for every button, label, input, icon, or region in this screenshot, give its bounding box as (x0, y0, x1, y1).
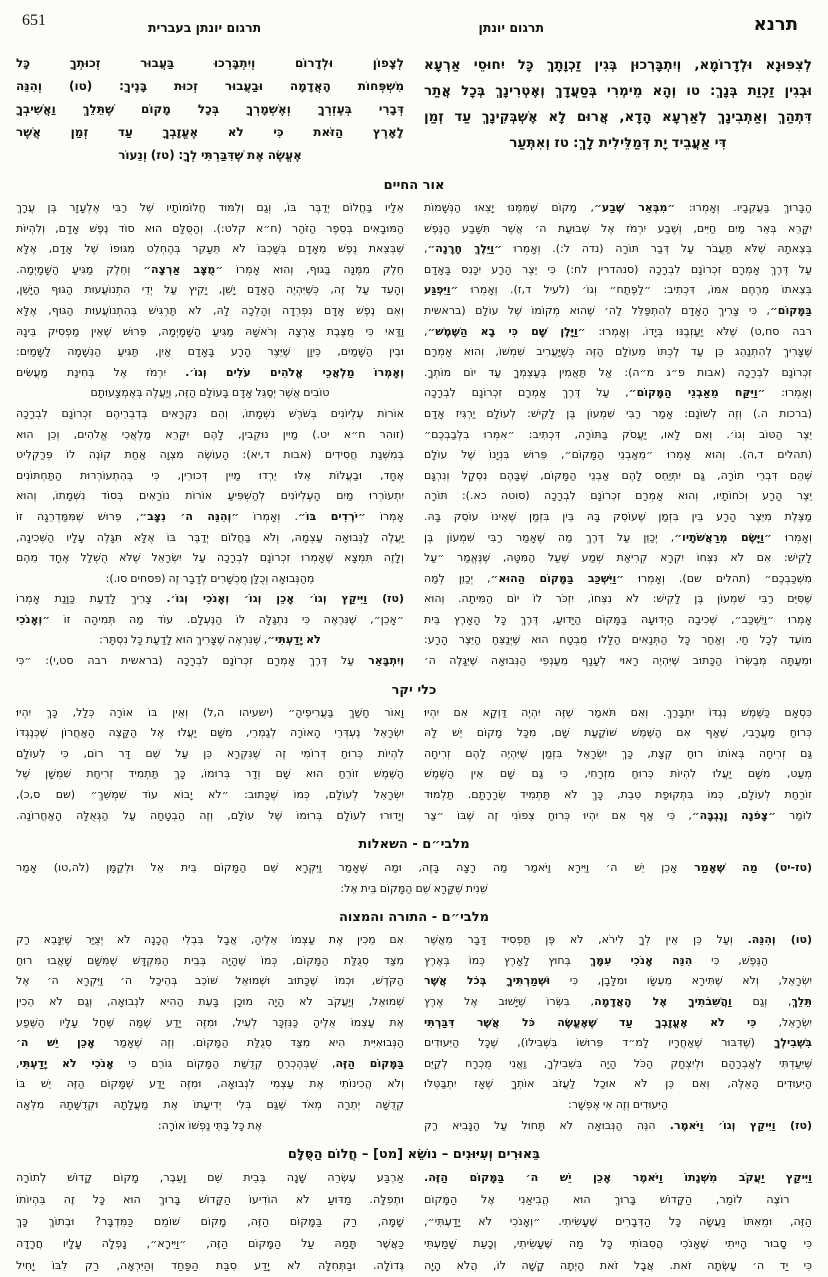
text-line: אֶת כָּל בָּתֵּי נַפְשׁוֹ אוֹרָה: (157, 1118, 263, 1132)
section-title-kli-yakar: כלי יקר (391, 682, 437, 698)
text-line: טוֹבִים אֲשֶׁר יְסַגֵּל אָדָם בָּעוֹלָם הַזֶּה, וְיַעֲלֶה בְּאֶמְצָעוּתָם (90, 386, 330, 400)
text-line: הַבָּרוּךְ בַּעֲקֵבָיו. וְאָמְרוּ: ״מִבְּאֵר שֶׁבַע״, מָקוֹם שֶׁמִּמֶּנּוּ יָצְאוּ הַנְּשָׁמוֹת (424, 201, 812, 214)
text-line: שֵׁנִית שֶׁקָּרָא שֵׁם הַמָּקוֹם בֵּית אֵל: (340, 882, 488, 896)
malbim-torah-section (16, 930, 812, 1136)
targum-yonatan-text (424, 52, 812, 167)
text-line: הַזֶּה, וּמֵאִתּוֹ נַעֲשָׂה כָּל הַדְּבָרִים שֶׁעָשִׂיתִי. ״וְאָנֹכִי לֹא יָדַעְתִּי״, (424, 1215, 812, 1229)
page-number: 651 (22, 12, 46, 29)
text-line: עַל דֶּרֶךְ אָמְרָם זִכְרוֹנָם לִבְרָכָה (סנהדרין לח:) כִּי יֵצֶר הָרָע יִכָּנֵס בָּאָדָם (424, 262, 812, 276)
text-line: כִּי יַד ה׳ עָשְׂתָה זֹאת. אֲבָל זֹאת הָיְתָה קָשָׁה לוֹ, הֲלֹא הָיָה (424, 1259, 812, 1273)
page-header (16, 6, 812, 42)
text-line: ״אָכֵן״, שֶׁנִּרְאֶה כִּי נִתְגַּלָּה לוֹ הַנֶּעְלָם. עוֹד מַה תְּמִיהָה זוֹ ״וְאָנֹכִי (16, 612, 404, 626)
text-line: אֶחָד, וּבַעֲלוֹת אֵלּוּ יֵרְדוּ מַיִין דְּכוּרִין, כִּי בְּהִתְעוֹרְרוּת הַתַּחְתּוֹנִים (16, 468, 404, 482)
text-line: הַנְּבוּאִיִּית הִיא מִצַּד סְגֻלַּת הַמָּקוֹם. וְזֶה שֶׁאָמַר אָכֵן יֵשׁ ה׳ (16, 1036, 404, 1050)
text-line: שֶׁיִּעַדְתִּי לְאַבְרָהָם וּלְיִצְחָק הַכֹּל הָיָה בִּשְׁבִילְךָ, וַאֲנִי מֻכְרָח לְקַיֵּם (424, 1056, 812, 1070)
text-line: וַדַּאי כִּי מֻצֶּבֶת אַרְצָה וְרֹאשָׁהּ מַגִּיעַ הַשָּׁמָיְמָה, פֵּרוּשׁ שֶׁאֵין מַפְסִיק בֵּינָהּ (16, 324, 404, 338)
text-line: יַעֲלֶה לַנְּבוּאָה עַצְמָהּ, וְלֹא בַּחֲלוֹם יְדַבֶּר בּוֹ אֶלָּא תִּגָּלֶה עָלָיו הַשְּׁכִינָה, (16, 530, 404, 544)
text-line: לָקִישׁ: אִם לֹא נִצְּחוֹ יִקְרָא קְרִיאַת שְׁמַע שֶׁעַל הַמִּטָּה, שֶׁנֶּאֱמַר ״עַל (424, 551, 812, 565)
beurim-left-column (16, 1167, 404, 1277)
text-line: בְּצֵאתוֹ מֵרֶחֶם אִמּוֹ, דִּכְתִיב: ״לַפֶּתַח״ וְגוֹ׳ (לעיל ד,ז). וְאָמְרוּ ״וַיִּפְגַּע (424, 283, 812, 297)
text-line: וְלֹא הֲכִינוֹתִי אֶת עַצְמִי לִנְבוּאָה, וּמִזֶּה יָדַע שֶׁמָּקוֹם הַזֶּה יֵשׁ בּוֹ (16, 1077, 404, 1091)
text-line: שָׁמָּה, רַק בַּמָּקוֹם הַזֶּה, מָקוֹם שׁוֹמֵם כַּמִּדְבָּר? וּבְתוֹךְ כָּךְ (16, 1215, 404, 1229)
text-line: (טז) וַיִּיקַץ וְגוֹ׳ אָכֵן וְגוֹ׳ וְאָנֹכִי וְגוֹ׳. צָרִיךְ לָדַעַת כַּוָּנַת אָמְרוֹ (16, 592, 404, 606)
section-title-or-hachaim: אור החיים (383, 178, 445, 193)
beurim-section (16, 1167, 812, 1277)
text-line: הַיִּעוּדִים וְזֶה אִי אֶפְשָׁר: (567, 1097, 669, 1111)
text-line: לֹא יָדַעְתִּי״, שֶׁנִּרְאֶה שֶׁצָּרִיךְ הוּא לָדַעַת כָּל נִסְתָּר: (99, 633, 321, 647)
text-line: דִּתְהַךְ וְאַתְבִינָךְ לְאַרְעָא הָדָא, אֲרוּם לָא אֶשְׁבְּקִינָךְ עַד זְמַן (424, 109, 812, 125)
text-line: כַּאֲשֶׁר תָּמַהּ עַל הַמָּקוֹם הַזֶּה, ״וַיִּירָא״, נָפְלָה עָלָיו חֲרָדָה (16, 1237, 404, 1251)
text-line: אַרְבַּע עֶשְׂרֵה שָׁנָה בְּבֵית שֵׁם וָעֵבֶר, מָקוֹם קָדוֹשׁ לְתוֹרָה (16, 1171, 404, 1185)
text-line: מוֹעֵד לְכָל חָי. וְאַחַר כָּל הַתְּנָאִים הַלָּלוּ מֻבְטָח הוּא שֶׁיְּנַצֵּחַ הַיֵּצֶר הָרָע: (424, 633, 812, 647)
targum-ivrit-column-title: תרגום יונתן בעברית (148, 20, 262, 35)
text-line: כְּרוּחַ מַעֲרָבִי, שֶׁאַף אִם הַשֶּׁמֶשׁ שׁוֹקַעַת שָׁם, מִכָּל מָקוֹם יֵשׁ לָהּ (424, 726, 812, 740)
text-line: מֵהַנְּבוּאָה וְכֻלָּן מֻכְשָׁרִים לְדָבָר זֶה (פסחים סו.): (105, 571, 315, 585)
text-line: לְצִפּוּנָא וּלְדָרוֹמָא, וְיִתְבָּרְכוּן בְּגִין זַכְוָתָךְ כָּל יִחוּסֵי אַרְעָא (424, 57, 812, 73)
text-line: וּבֵין הַשָּׁמַיִם, כֵּיוָן שֶׁיֵּצֶר הָרָע בָּאָדָם אַיִן, תַּגִּיעַ הַנְּשָׁמָה לַשָּׁמַיִם: (16, 345, 404, 359)
text-line: אָמְרוֹ ״יֹרְדִים בּוֹ״. וְאָמְרוֹ ״וְהִנֵּה ה׳ נִצָּב״, פֵּרוּשׁ שֶׁמִּמַּדְרֵגָה זוֹ (16, 509, 404, 523)
text-line: וָאוֹר חָשַׁךְ בַּעֲרִיפֶיהָ״ (ישעיהו ה,ל) וְאֵין בּוֹ אוֹרָה כְּלָל, כָּךְ יִהְיוּ (16, 705, 404, 719)
text-line: יִשְׂרָאֵל לְעוֹלָם, כְּמוֹ שֶׁכָּתוּב: ״לֹא יָבוֹא עוֹד שִׁמְשֵׁךְ״ (שם ס,כ), (16, 788, 404, 802)
text-line: שְׁמוּאֵל, וְיַעֲקֹב לֹא הָיָה מוּכָן בָּעֵת הַהִיא לִנְבוּאָה, וְגַם לֹא הֵכִין (16, 995, 404, 1008)
text-line: בְּצֵאתָהּ שֶׁלֹּא תַּעֲבֹר עַל דְּבַר תּוֹרָה (נדה ל:). וְאָמְרוּ ״וַיֵּלֶךְ חָרָנָה״, (424, 242, 812, 256)
or-hachaim-right-column (424, 198, 812, 672)
section-title-beurim: בֵּאוּרִים וְעִיּוּנִים – נוֹשֵׂא [מט] – חֲלוֹם הַסֻּלָּם (287, 1147, 541, 1163)
kli-yakar-section (16, 703, 812, 827)
text-line: יִקָּרֵא בְּאֵר מַיִם חַיִּים, וְשֶׁבַע יִרְמֹז אֶל שְׁבוּעַת ה׳ אֲשֶׁר תִּשָּׁבַע הַנֶּפֶשׁ (424, 221, 812, 235)
text-line: מִשְׁכַּבְכֶם״ (תהלים שם). וְאָמְרוּ ״וַיִּשְׁכַּב בַּמָּקוֹם הַהוּא״, יְכַוֵּן לְמַה (424, 571, 812, 585)
text-line: וְאָמְרוּ ״וַיָּשֶׂם מְרַאֲשֹׁתָיו״, יְכַוֵּן עַל דֶּרֶךְ מַה שֶּׁאָמַר רַבִּי שִׁמְעוֹן בֶּן (424, 530, 812, 544)
text-line: מְעַט, מִשָּׁם יַעֲלוּ לִהְיוֹת כְּרוּחַ מִזְרָחִי, כִּי גַּם שָׁם אֵין הַשֶּׁמֶשׁ (424, 767, 812, 781)
text-line: לְצָפוֹן וּלְדָרוֹם וְיִתְבָּרְכוּ בַּעֲבוּר זְכוּתְךָ כָּל (16, 56, 404, 70)
text-line: אֵלָיו בַּחֲלוֹם יְדַבֶּר בּוֹ, וְגַם וְלִמּוּד חֲלוֹמוֹתָיו שֶׁל רַבִּי אֶלְעָזָר בֶּן עֲרָךְ (16, 201, 404, 214)
text-line: רוֹצֶה לוֹמַר, הַקָּדוֹשׁ בָּרוּךְ הוּא הֱבִיאַנִי אֶל הַמָּקוֹם (424, 1193, 790, 1207)
text-line: (זוהר ח״א יט.) מַיִין נוּקְבִין, לָהֶם יִקָּרֵא מַלְאֲכֵי אֱלֹהִים, וְכֵן הוּא (16, 427, 404, 441)
text-line: זוֹרַחַת לְעוֹלָם, כְּמוֹ בִּתְקוּפַת טֵבֵת, כָּךְ לֹא תַּתְמִיד שְׂרָרָתָם. תַּלְמוּד (424, 788, 812, 802)
text-line: יִשְׂרָאֵל, כִּי לֹא אֶעֱזָבְךָ עַד שֶׁאֶעֱשֶׂה כֹּל אֲשֶׁר דִּבַּרְתִּי (424, 1015, 813, 1029)
text-line: כִּי סָבוּר הָיִיתִי שֶׁאָנֹכִי הֲסִבּוֹתִי כָּל מַה שֶּׁעָשִׂיתִי, וְכָעֵת שָׁמַעְתִּי (424, 1237, 812, 1251)
text-line: וּבְגִין זַכְוַת בְּנָךְ: טו וְהָא מֵימְרִי בְּסַעֲדָךְ וְאֶטְרִינָךְ בְּכָל אֲתַר (424, 83, 812, 99)
text-line: בַּמָּקוֹם הַזֶּה, שֶׁבְּהֶכְרֵחַ קְדֻשַּׁת הַמָּקוֹם גּוֹרֵם כִּי אָנֹכִי לֹא יָדַעְתִּי, (16, 1056, 404, 1070)
text-line: שֶּׁסִּיֵּם רַבִּי שִׁמְעוֹן בֶּן לָקִישׁ: לֹא נִצְּחוֹ, יִזְכֹּר לוֹ יוֹם הַמִּיתָה. וְהוּא (424, 592, 812, 606)
text-line: וְיִתְבָּאֵר עַל דֶּרֶךְ אָמְרָם זִכְרוֹנָם לִבְרָכָה (בראשית רבה סט,י): ״כִּי (16, 654, 404, 668)
text-line: וַיִּיקַץ יַעֲקֹב מִשְּׁנָתוֹ וַיֹּאמֶר אָכֵן יֵשׁ ה׳ בַּמָּקוֹם הַזֶּה. (424, 1171, 812, 1185)
text-line: קְדֻשָּׁה יְתֵרָה מְאֹד שֶׁגַּם בְּלִי יְדִיעָתוֹ אֶת מַעֲלָתָהּ וּקְדֻשָּׁתָהּ מִלְּאָה (16, 1097, 404, 1111)
text-line: (טז) וַיִּיקַץ וְגוֹ׳ וַיֹּאמֶר. הִנֵּה הַנְּבוּאָה לֹא תָּחוּל עַל הַנָּבִיא רַק (424, 1118, 812, 1132)
text-line: דְּבָרִי בְּעֶזְרְךָ וְאֶשְׁמָרְךָ בְּכָל מָקוֹם שֶׁתֵּלֵךְ וַאֲשִׁיבְךָ (16, 102, 404, 116)
text-line: לָאָרֶץ הַזֹּאת כִּי לֹא אֶעֱזָבְךָ עַד זְמַן אֲשֶׁר (16, 125, 404, 139)
malbim-torah-left-column (16, 930, 404, 1136)
text-line: חֵלֶק מִמֶּנָּה בַּגּוּף, וְהוּא אָמְרוֹ ״מֻצָּב אַרְצָה״ וְחֵלֶק מַגִּיעַ הַשָּׁמָיְמָה. (16, 262, 404, 276)
text-line: וְאָמְרוּ: ״וַיִּקַּח מֵאַבְנֵי הַמָּקוֹם״, עַל דֶּרֶךְ אָמְרָם זִכְרוֹנָם לִבְרָכָה (424, 386, 812, 400)
text-line: הַמּוּבָאִים בְּסֵפֶר הַזֹּהַר (ח״א קלט:). וְהַסֻּלָּם הוּא סוֹד נֶפֶשׁ אָדָם, וְלִהְיוֹת (16, 221, 404, 235)
text-line: וּמֵעַתָּה מְבַשְּׂרוֹ הַכָּתוּב שֶׁיִּהְיֶה רָאוּי לְעָנָף מֵעַנְפֵי הַנְּבוּאָה שֶׁיִּגָּלֶה ה׳ (424, 654, 812, 668)
text-line: שֶׁהֵם דִּבְרֵי תוֹרָה, גַּם יִתְיַחֵס לָהֶם אַבְנֵי הַמָּקוֹם, שֶׁבָּהֶם נִסְקָל וְנִרְגָּם (424, 468, 812, 482)
text-line: וְיָדוּרוּ לְעוֹלָם בְּרוּמוֹ שֶׁל עוֹלָם, וְזֶה הַבְטָחָה עַל הַגְּאֻלָּה הָאַחֲרוֹנָה. (16, 808, 404, 822)
text-line: יֵצֶר הַטּוֹב וְגוֹ׳. וְאִם לָאו, יַעֲסֹק בַּתּוֹרָה, דִּכְתִיב: ״אִמְרוּ בִלְבַבְכֶם״ (424, 427, 812, 441)
text-line: (תהלים ד,ה). וְהוּא אָמְרוּ ״מֵאַבְנֵי הַמָּקוֹם״, פֵּרוּשׁ בִּנְיָנוֹ שֶׁל עוֹלָם (424, 448, 812, 462)
text-line: יֵצֶר הָרָע וְכֹחוֹתָיו, וְהוּא אָמְרָם זִכְרוֹנָם לִבְרָכָה (סוטה כא.): תּוֹרָה (424, 489, 812, 503)
text-line: בִּשְׁבִילְךָ (שֶׁדִּבּוּר שֶׁאַחֲרָיו לָמ״ד פֵּרוּשׁוֹ בִּשְׁבִילוֹ), שֶׁכָּל הַיִּעוּדִים (424, 1036, 812, 1050)
text-line: וְהָעֵד עַל זֶה, כְּשֶׁיִּהְיֶה הָאָדָם יָשֵׁן, יָקִיץ עַל יְדֵי הִתְנוֹעֲעוּת הַגּוּף הַיָּשֵׁן, (16, 283, 404, 297)
section-title-malbim-torah: מלבי״ם - התורה והמצוה (339, 910, 489, 926)
targum-ivrit-text (16, 52, 404, 167)
text-line: יִשְׂרָאֵל נֶעְדְּרֵי הָאוֹרָה לְגַמְרֵי, מִשָּׁם יַעֲלוּ אֶל הַקָּצֶה הָאַחֲרוֹן שֶׁכְּנֶגְדּוֹ (16, 726, 404, 740)
text-line: הַיִּעוּדִים הָאֵלֶּה, וְאִם כֵּן לֹא אוּכַל לַעֲזֹב אוֹתְךָ שֶׁאָז יִתְבַּטְּלוּ (424, 1077, 812, 1091)
text-line: רבה סח,ט) שֶׁלֹּא יַעַזְבֶנּוּ בְּיָדוֹ. וְאָמְרוּ: ״וַיָּלֶן שָׁם כִּי בָא הַשֶּׁמֶשׁ״, (424, 324, 812, 338)
targum-yonatan-column-title: תרגום יונתן (478, 20, 544, 35)
daf-number: תרנא (753, 14, 798, 35)
text-line: וְאָמְרוֹ מַלְאֲכֵי אֱלֹהִים עֹלִים וְגוֹ׳. יִרְמֹז אֶל בְּחִינַת מַעֲשִׂים (16, 365, 404, 379)
beurim-right-column (424, 1167, 812, 1277)
text-line: גְּדוֹלָה. וּבַתְּחִלָּה לֹא יָדַע סִבַּת הַפַּחַד וְהַיִּרְאָה, רַק לִבּוֹ יָחִיל (16, 1259, 404, 1273)
kli-yakar-right-column (424, 703, 812, 827)
targum-section (16, 52, 812, 167)
text-line: לִהְיוֹת כְּרוּחַ דְּרוֹמִי זֶה שֶׁנִּקְרָא כֵּן עַל שֵׁם דָּר רוֹם, כִּי לְעוֹלָם (16, 746, 404, 760)
text-line: אֶעֱשֶׂה אֶת שֶׁדִּבַּרְתִּי לְךָ: (טז) וְנֵעוֹר (118, 148, 302, 162)
text-line: מִשְׁפְּחוֹת הָאֲדָמָה וּבַעֲבוּר זְכוּת בָּנֶיךָ: (טו) וְהִנֵּה (16, 79, 404, 93)
text-line: שֶׁבְּצֵאת נֶפֶשׁ מֵאָדָם בְּשָׁכְבּוֹ לֹא תֵּעָקֵר בְּהֶחְלֵט מִגּוּפוֹ שֶׁל אָדָם, אֶלָּא (16, 242, 404, 256)
text-line: בַּמָּקוֹם״, כִּי צָרִיךְ הָאָדָם לְהִתְפַּלֵּל לַה׳ שֶׁהוּא מְקוֹמוֹ שֶׁל עוֹלָם (בראשית (424, 303, 812, 317)
text-line: וּתְפִלָּה. מַדּוּעַ לֹא הוֹדִיעוֹ הַקָּדוֹשׁ בָּרוּךְ הוּא כָּל זֶה בִּהְיוֹתוֹ (16, 1193, 404, 1207)
malbim-shealot-section (16, 857, 812, 899)
text-line: הַשֶּׁמֶשׁ זוֹרֵחַ הוּא שָׁם וְדָר בְּרוּמוֹ, כָּךְ תַּתְמִיד זְרִיחַת שִׁמְשָׁן שֶׁל (16, 767, 404, 781)
or-hachaim-section (16, 198, 812, 672)
text-line: אוֹרוֹת עֶלְיוֹנִים בְּשֹׁרֶשׁ נִשְׁמָתוֹ, וְהֵם נִקְרָאִים בְּדִבְרֵיהֶם זִכְרוֹנָם לִבְרָכָה (16, 406, 404, 420)
text-line: (טז-יט) מַה שֶּׁאָמַר אָכֵן יֵשׁ ה׳ וַיִּירָא וַיֹּאמַר מַה רָצָה בָּזֶה, וּמַה שֶּׁאָמַר וַיִּקְרָא שֵׁם הַמָּקוֹם בֵּית אֵל וּלְקַמָּן (לה,טו) אָמַר (16, 861, 812, 875)
malbim-shealot-text (16, 857, 812, 899)
text-line: בְּמִשְׁנַת חֲסִידִים (אבות ד,יא): הָעוֹשֶׂה מִצְוָה אַחַת קוֹנֶה לוֹ פְּרַקְלִיט (16, 448, 404, 462)
kli-yakar-left-column (16, 703, 404, 827)
text-line: (טו) וְהִנֵּה. וְעַל כֵּן אֵין לְךָ לִירֹא, לֹא פֶּן תַּפְסִיד דָּבָר מֵאֲשֶׁר (424, 933, 813, 947)
text-line: אִם מֵכִין אֶת עַצְמוֹ אֵלֶיהָ, אֲבָל בִּבְלִי הֲכָנָה לֹא יְצֻיַּר שֶׁיִּנָּבֵא רַק (16, 933, 404, 947)
text-line: אֶת עַצְמוֹ אֵלֶיהָ כַּנִּזְכָּר לְעֵיל, וּמִזֶּה יָדַע שֶׁמַּה שֶּׁחָל עָלָיו הַשֶּׁפַע (16, 1015, 404, 1029)
text-line: יִתְעוֹרְרוּ מַיִם הָעֶלְיוֹנִים לְהַשְׁפִּיעַ אוֹרוֹת נוֹרָאִים בְּסוֹד נִשְׁמָתוֹ, וְהוּא (16, 489, 404, 503)
text-line: הַקֹּדֶשׁ, וּכְמוֹ שֶׁכָּתוּב וּשְׁמוּאֵל שׁוֹכֵב בְּהֵיכַל ה׳ וַיִּקְרָא ה׳ אֶל (16, 974, 404, 988)
section-title-malbim-shealot: מלבי״ם - השאלות (358, 837, 470, 853)
text-line: מַצֶּלֶת מִיֵּצֶר הָרָע בֵּין בִּזְמַן שֶׁעוֹסֵק בָּהּ בֵּין בִּזְמַן שֶׁאֵינוֹ עוֹסֵק בָּהּ. (424, 509, 812, 523)
text-line: וְאִם נֶפֶשׁ אָדָם נִפְרְדָה וְהָלְכָה לָהּ, לֹא תַּרְגִּישׁ בְּהִתְנוֹעֲעוּת הַגּוּף, אֶלָּא (16, 303, 404, 317)
text-line: לוֹמַר ״צָפֹנָה וָנֶגְבָּה״, כִּי אַף אִם יִהְיוּ כְּרוּחַ צְפוֹנִי זֶה שֶׁבּוֹ ״צַר (424, 808, 812, 822)
text-line: דִּי אַעֲבֵיד יָת דְּמַלֵּילִית לָךְ: טז וְאִתְּעַר (509, 135, 727, 151)
text-line: מִצַּד סְגֻלַּת הַמָּקוֹם, כְּמוֹ שֶׁהָיָה בְּבֵית הַמִּקְדָּשׁ שֶׁמִּשָּׁם שָׁאֲבוּ רוּחַ (16, 953, 404, 967)
text-line: כִּסְאָם כַּשֶּׁמֶשׁ נֶגְדּוֹ יִתְבָּרַךְ. וְאִם תֹּאמַר שֶׁזֶּה יִהְיֶה דַּוְקָא אִם יִהְיוּ (424, 705, 812, 719)
text-line: וְלָזֶה תִּמְצָא שֶׁאָמְרוּ זִכְרוֹנָם לִבְרָכָה עַל יִשְׂרָאֵל שֶׁלֹּא הֻשְׁלַל אֶחָד מֵהֶם (16, 551, 404, 565)
text-line: זִכְרוֹנָם לִבְרָכָה (אבות פ״ג מ״ה): אַל תַּאֲמִין בְּעַצְמְךָ עַד יוֹם מוֹתְךָ. (424, 365, 812, 379)
text-line: אָמְרוּ ״וַיִּשְׁכַּב״, שְׁכִיבָה הַיְדוּעָה בַּמָּקוֹם הַיָּדוּעַ, דֶּרֶךְ כָּל הָאָרֶץ בֵּית (424, 612, 812, 626)
or-hachaim-left-column (16, 198, 404, 672)
malbim-torah-right-column (424, 930, 812, 1136)
text-line: (ברכות ה.) וְזֶה לְשׁוֹנָם: אָמַר רַבִּי שִׁמְעוֹן בֶּן לָקִישׁ: לְעוֹלָם יַרְגִּיז אָדָם (424, 406, 812, 420)
text-line: יִשְׂרָאֵל, וְלֹא שֶׁתִּירָא מֵעֵשָׂו וּמִלָּבָן, כִּי וּשְׁמַרְתִּיךָ בְּכֹל אֲשֶׁר (424, 974, 812, 988)
text-line: הַנֶּפֶשׁ, כִּי הִנֵּה אָנֹכִי עִמָּךְ בְּחוּץ לָאָרֶץ כְּמוֹ בְּאֶרֶץ (424, 953, 769, 967)
text-line: תֵּלֵךְ, וְגַם וַהֲשִׁבֹתִיךָ אֶל הָאֲדָמָה, בִּשְּׂרוֹ שֶׁיָּשׁוּב אֶל אֶרֶץ (424, 995, 812, 1008)
text-line: שֶׁצָּרִיךְ לְהִתְנַהֵג כֵּן עַד לֶכְתּוֹ מֵעוֹלָם הַזֶּה כְּשֶׁיַּעֲרִיב שִׁמְשׁוֹ, וְהוּא אָמְרָם (424, 345, 812, 359)
text-line: גַּם זְרִיחָה בְּאוֹתוֹ רוּחַ קְצָת, כָּךְ יִשְׂרָאֵל בִּזְמַן שֶׁיִּהְיֶה לָהֶם זְרִיחָה (424, 746, 812, 760)
